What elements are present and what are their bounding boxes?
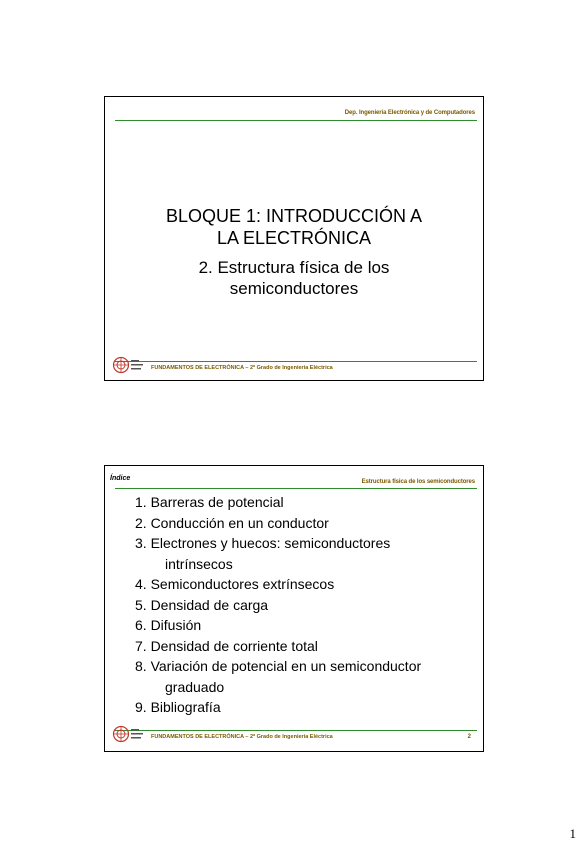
university-logo-icon — [112, 725, 150, 743]
slide-1-footer: FUNDAMENTOS DE ELECTRÓNICA – 2º Grado de Ingeniería Eléctrica — [151, 365, 333, 371]
slide-1-subtitle — [105, 257, 483, 299]
subtitle-line-2: semiconductores — [229, 279, 359, 298]
slide-1-title — [105, 205, 483, 249]
list-item: 3. Electrones y huecos: semiconductores intrínsecos — [135, 535, 391, 572]
table-of-contents — [105, 492, 483, 718]
slide-2-header-left: Índice — [110, 475, 131, 482]
slide-page-number: 2 — [467, 734, 471, 740]
list-item: 5. Densidad de carga — [135, 596, 269, 613]
title-line-1: BLOQUE 1: INTRODUCCIÓN A — [165, 206, 423, 226]
header-rule — [115, 488, 477, 489]
list-item: 7. Densidad de corriente total — [135, 637, 318, 654]
list-item: 1. Barreras de potencial — [135, 494, 284, 510]
list-item: 8. Variación de potencial en un semiconductor graduado — [135, 658, 422, 695]
slide-2 — [104, 465, 484, 752]
slide-2-header-right: Estructura física de los semiconductores — [361, 479, 475, 485]
list-item: 6. Difusión — [135, 617, 202, 633]
slide-1-header: Dep. Ingeniería Electrónica y de Computadores — [344, 110, 475, 116]
list-item: 9. Bibliografía — [135, 699, 221, 715]
header-rule — [115, 120, 477, 121]
slide-2-footer: FUNDAMENTOS DE ELECTRÓNICA – 2º Grado de Ingeniería Eléctrica — [151, 734, 333, 740]
subtitle-line-1: 2. Estructura física de los — [198, 258, 390, 277]
slide-1 — [104, 96, 484, 381]
list-item: 2. Conducción en un conductor — [135, 514, 329, 531]
page-number: 1 — [569, 826, 576, 841]
list-item: 4. Semiconductores extrínsecos — [135, 576, 335, 592]
title-line-2: LA ELECTRÓNICA — [216, 228, 372, 248]
footer-rule — [115, 730, 477, 731]
footer-rule — [115, 361, 477, 362]
university-logo-icon — [112, 356, 150, 374]
